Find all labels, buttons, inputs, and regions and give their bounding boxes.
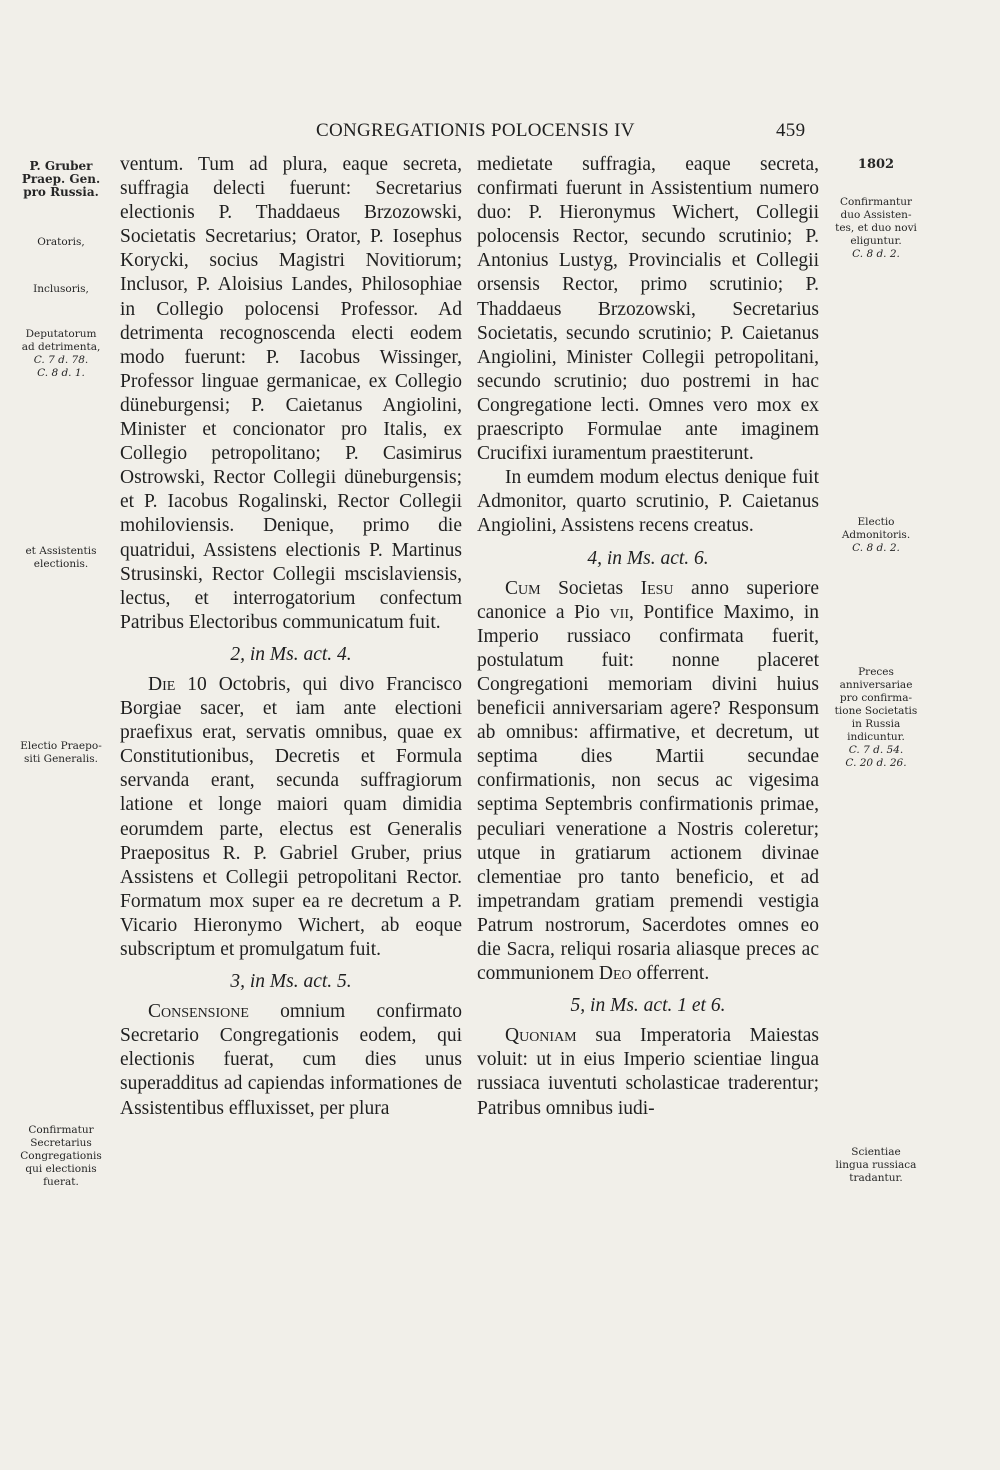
- margin-note-gruber: [12, 160, 110, 199]
- paragraph: ventum. Tum ad plura, eaque secreta, suffragia delecti fuerunt: Secretarius electionis P. Thaddaeus Brzozowski, Societatis Secretarius; Orator, P. Iosephus Korycki, socius Magistri Novitiorum; Inclusor, P. Aloisius Landes, Philosophiae in Collegio polocensi Professor. Ad detrimenta recognoscenda electi eodem modo fuerunt: P. Iacobus Wissinger, Professor linguae germanicae, ex Collegio düneburgensi; P. Caietanus Angiolini, Minister et concionator pro Italis, ex Collegio petropolitano; P. Casimirus Ostrowski, Rector Collegii düneburgensis; et P. Iacobus Rogalinski, Rector Collegii mohiloviensis. Denique, primo die quatridui, Assistens electionis P. Martinus Strusinski, Rector Collegii mscislaviensis, lectus, et interrogatorium confectum Patribus Electoribus communicatum fuit.: [120, 154, 462, 633]
- margin-note-line: in Russia: [851, 718, 901, 730]
- margin-note-electio-generalis: [12, 740, 110, 766]
- margin-note-oratoris: [12, 236, 110, 249]
- margin-note-line: Inclusoris,: [33, 283, 89, 295]
- paragraph-text: anno superiore canonice a Pio: [477, 577, 819, 623]
- right-column: [477, 153, 819, 1121]
- paragraph-text: , Pontifice Maximo, in Imperio russiaco confirmata fuerit, postulatum fuit: nonne placeret Congregationi memoriam divini huius beneficii anniversariam agere? Responsum ab omnibus: affirmative, et decretum, ut septima dies Martii secundae confirmationis, non secus ac vigesima septima Septembris confirmationis primae, peculiari veneratione a Nostris coleretur; utque in gratiarum actionem divinae clementiae pro tanto beneficio, et ad impetrandam gratiam premendi vestigia Patrum nostrorum, Sacerdotes omnes eo die Sacra, reliqui rosaria aliasque preces ac communionem: [477, 601, 819, 985]
- margin-note-line: anniversariae: [839, 679, 913, 691]
- margin-note-line: Scientiae: [851, 1146, 901, 1158]
- lead-word: Cum: [505, 577, 541, 599]
- paragraph-text: 10 Octobris, qui divo Francisco Borgiae sacer, et iam ante electioni praefixus erat, servatis omnibus, quae ex Constitutionibus, Decretis et Formula servanda erant, secunda suffragiorum latione et longe maiori quam dimidia eorumdem parte, electus est Generalis Praepositus R. P. Gabriel Gruber, prius Assistens et Collegii petropolitani Rector. Formatum mox super ea re decretum a P. Vicario Hieronymo Wichert, ab eoque subscriptum et promulgatum fuit.: [120, 673, 462, 960]
- margin-note-confirmantur: [826, 196, 926, 261]
- margin-note-line: indicuntur.: [847, 731, 905, 743]
- margin-note-line: C. 20 d. 26.: [845, 757, 907, 769]
- margin-note-scientiae: [826, 1146, 926, 1185]
- margin-note-line: C. 7 d. 54.: [848, 744, 904, 756]
- margin-note-line: fuerat.: [43, 1176, 79, 1188]
- paragraph: In eumdem modum electus denique fuit Admonitor, quarto scrutinio, P. Caietanus Angiolini, Assistens recens creatus.: [477, 467, 819, 537]
- margin-note-line: Congregationis: [20, 1150, 102, 1162]
- margin-note-line: C. 8 d. 2.: [852, 542, 900, 554]
- section-heading: 2, in Ms. act. 4.: [230, 643, 352, 665]
- section-heading: 3, in Ms. act. 5.: [230, 971, 352, 993]
- paragraph-text: sua Imperatoria Maiestas voluit: ut in eius Imperio scientiae lingua russiaca iuventuti scholasticae traderentur; Patribus omnibus iudi-: [477, 1025, 819, 1119]
- margin-note-line: pro Russia.: [23, 185, 99, 199]
- paragraph: medietate suffragia, eaque secreta, confirmati fuerunt in Assistentium numero duo: P. Hieronymus Wichert, Collegii polocensis Rector, secundo scrutinio; P. Antonius Lustyg, Provincialis et Collegii orsensis Rector, primo scrutinio; P. Thaddaeus Brzozowski, Secretarius Societatis, secundo scrutinio; P. Caietanus Angiolini, Minister Collegii petropolitani, secundo scrutinio; duo postremi in hac Congregatione lecti. Omnes vero mox ex praescripto Formulae ante imaginem Crucifixi iuramentum praestiterunt.: [477, 154, 819, 465]
- lead-word: Quoniam: [505, 1025, 577, 1047]
- paragraph: [477, 577, 819, 987]
- margin-note-line: P. Gruber: [29, 159, 93, 173]
- paragraph: [477, 1024, 819, 1120]
- margin-note-year: [826, 158, 926, 171]
- paragraph-text: Deo: [598, 963, 632, 985]
- margin-note-line: C. 8 d. 1.: [37, 367, 85, 379]
- margin-note-confirmatur: [12, 1124, 110, 1189]
- margin-note-line: Confirmantur: [839, 196, 913, 208]
- margin-note-line: eliguntur.: [850, 235, 902, 247]
- margin-note-line: qui electionis: [25, 1163, 97, 1175]
- margin-note-line: Electio: [857, 516, 895, 528]
- margin-note-line: Preces: [858, 666, 894, 678]
- section-heading: 5, in Ms. act. 1 et 6.: [570, 995, 726, 1017]
- margin-note-line: tione Societatis: [834, 705, 918, 717]
- margin-note-line: Oratoris,: [37, 236, 85, 248]
- paragraph: [120, 673, 462, 962]
- running-title: CONGREGATIONIS POLOCENSIS IV: [316, 120, 635, 141]
- margin-note-line: Deputatorum: [25, 328, 97, 340]
- lead-word: Die: [148, 673, 176, 695]
- lead-word: Consensione: [148, 1001, 249, 1023]
- margin-note-line: Confirmatur: [28, 1124, 94, 1136]
- margin-note-inclusoris: [12, 283, 110, 296]
- margin-note-deputatorum: [12, 328, 110, 380]
- margin-note-line: pro confirma-: [839, 692, 913, 704]
- margin-note-line: Admonitoris.: [841, 529, 911, 541]
- margin-note-preces: [826, 666, 926, 770]
- paragraph: [120, 1000, 462, 1120]
- margin-note-line: et Assistentis: [25, 545, 97, 557]
- page-header: [0, 120, 1000, 146]
- margin-note-line: Praep. Gen.: [21, 172, 101, 186]
- margin-note-line: C. 8 d. 2.: [852, 248, 900, 260]
- paragraph-text: Iesu: [640, 577, 674, 599]
- margin-note-assistentis: [12, 545, 110, 571]
- margin-note-line: C. 7 d. 78.: [33, 354, 89, 366]
- margin-note-line: Secretarius: [30, 1137, 92, 1149]
- margin-note-line: tradantur.: [849, 1172, 903, 1184]
- left-column: [120, 153, 462, 1121]
- paragraph-text: Societas: [540, 577, 641, 599]
- margin-note-line: Electio Praepo-: [20, 740, 102, 752]
- margin-note-line: lingua russiaca: [835, 1159, 917, 1171]
- margin-note-line: ad detrimenta,: [21, 341, 101, 353]
- margin-note-line: siti Generalis.: [24, 753, 98, 765]
- margin-year: 1802: [857, 157, 895, 172]
- page-number: 459: [776, 120, 806, 141]
- paragraph-text: offerrent.: [631, 963, 710, 985]
- margin-note-line: tes, et duo novi: [835, 222, 917, 234]
- margin-note-line: electionis.: [33, 558, 89, 570]
- paragraph-text: omnium confirmato Secretario Congregationis eodem, qui electionis fuerat, cum dies unus superadditus ad capiendas informationes de Assistentibus effluxisset, per plura: [120, 1001, 462, 1119]
- section-heading: 4, in Ms. act. 6.: [587, 547, 709, 569]
- margin-note-admonitoris: [826, 516, 926, 555]
- paragraph-text: vii: [609, 601, 629, 623]
- margin-note-line: duo Assisten-: [840, 209, 912, 221]
